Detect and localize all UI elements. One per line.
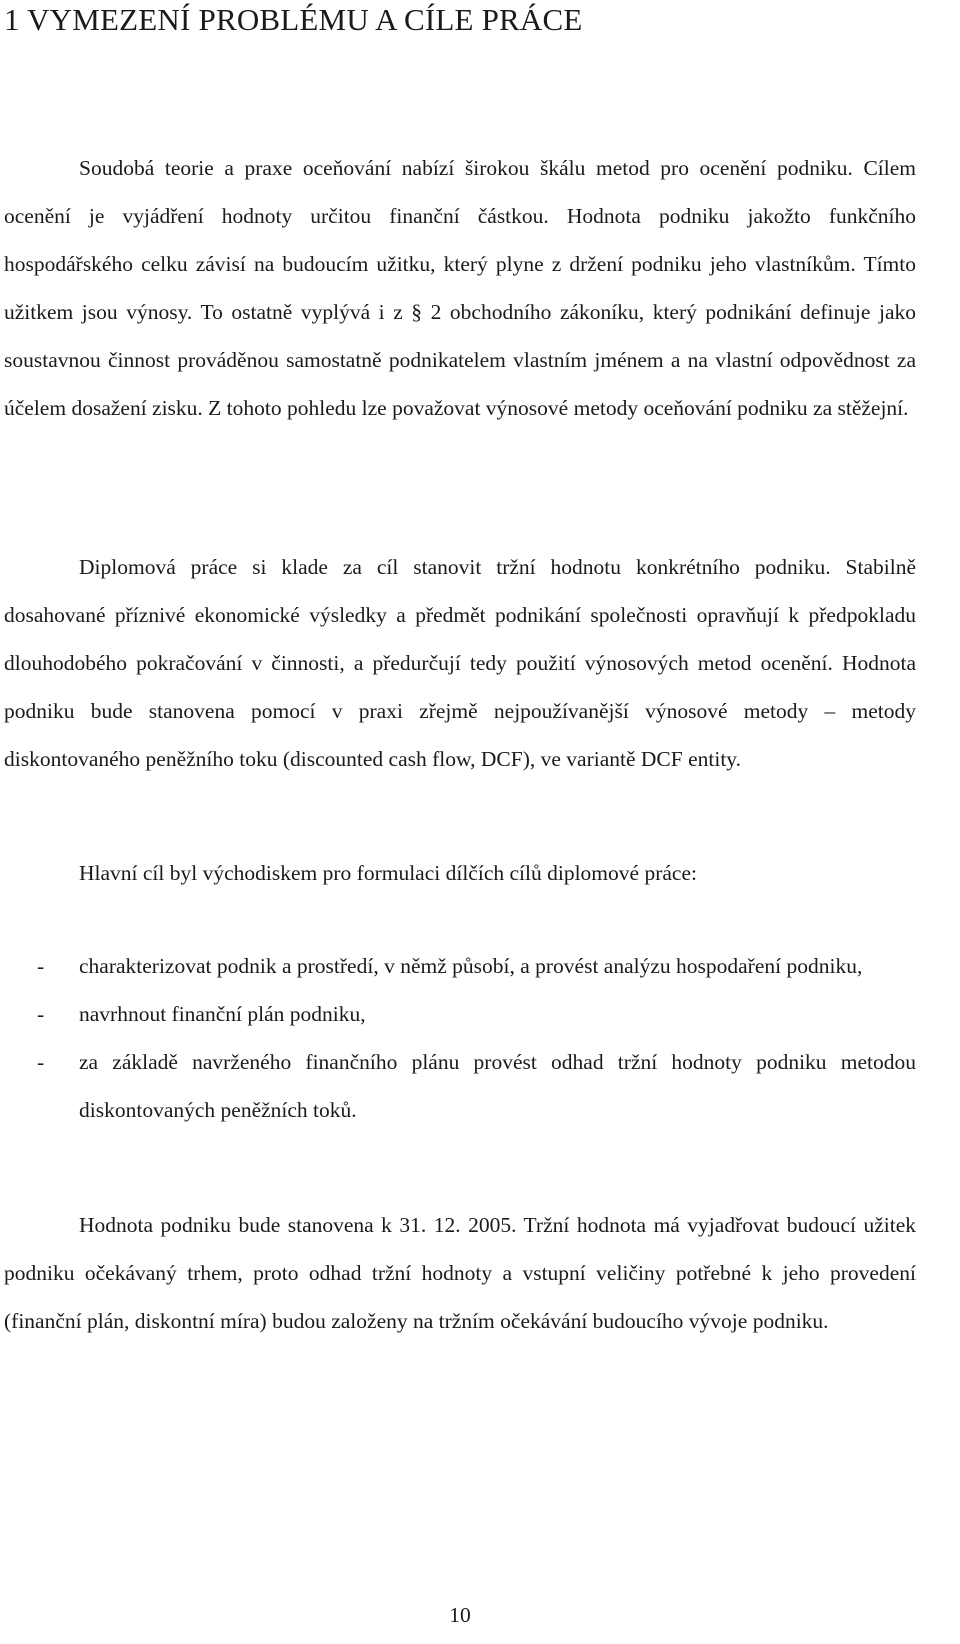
subgoals-list: [4, 942, 916, 1134]
document-page: [4, 0, 916, 1644]
list-item: [4, 990, 916, 1038]
list-item: [4, 942, 916, 990]
list-item-text: navrhnout finanční plán podniku,: [79, 1002, 366, 1026]
list-item-text: za základě navrženého finančního plánu provést odhad tržní hodnoty podniku metodou diskontovaných peněžních toků.: [79, 1050, 916, 1122]
page-number: 10: [449, 1603, 471, 1627]
list-bullet: -: [37, 1002, 45, 1026]
list-item: [4, 1038, 916, 1134]
list-item-text: charakterizovat podnik a prostředí, v němž působí, a provést analýzu hospodaření podniku,: [79, 954, 863, 978]
paragraph-subgoals-intro: Hlavní cíl byl východiskem pro formulaci dílčích cílů diplomové práce:: [79, 861, 697, 885]
chapter-heading: 1 VYMEZENÍ PROBLÉMU A CÍLE PRÁCE: [4, 2, 583, 37]
paragraph-goal: Diplomová práce si klade za cíl stanovit tržní hodnotu konkrétního podniku. Stabilně dosahované příznivé ekonomické výsledky a předmět podnikání společnosti opravňují k předpokladu dlouhodobého pokračování v činnosti, a předurčují tedy použití výnosových metod ocenění. Hodnota podniku bude stanovena pomocí v praxi zřejmě nejpoužívanější výnosové metody – metody diskontovaného peněžního toku (discounted cash flow, DCF), ve variantě DCF entity.: [4, 555, 916, 771]
paragraph-valuation-date: Hodnota podniku bude stanovena k 31. 12. 2005. Tržní hodnota má vyjadřovat budoucí užitek podniku očekávaný trhem, proto odhad tržní hodnoty a vstupní veličiny potřebné k jeho provedení (finanční plán, diskontní míra) budou založeny na tržním očekávání budoucího vývoje podniku.: [4, 1213, 916, 1333]
paragraph-intro: Soudobá teorie a praxe oceňování nabízí širokou škálu metod pro ocenění podniku. Cílem ocenění je vyjádření hodnoty určitou finanční částkou. Hodnota podniku jakožto funkčního hospodářského celku závisí na budoucím užitku, který plyne z držení podniku jeho vlastníkům. Tímto užitkem jsou výnosy. To ostatně vyplývá i z § 2 obchodního zákoníku, který podnikání definuje jako soustavnou činnost prováděnou samostatně podnikatelem vlastním jménem a na vlastní odpovědnost za účelem dosažení zisku. Z tohoto pohledu lze považovat výnosové metody oceňování podniku za stěžejní.: [4, 156, 916, 420]
list-bullet: -: [37, 1050, 45, 1074]
list-bullet: -: [37, 954, 45, 978]
